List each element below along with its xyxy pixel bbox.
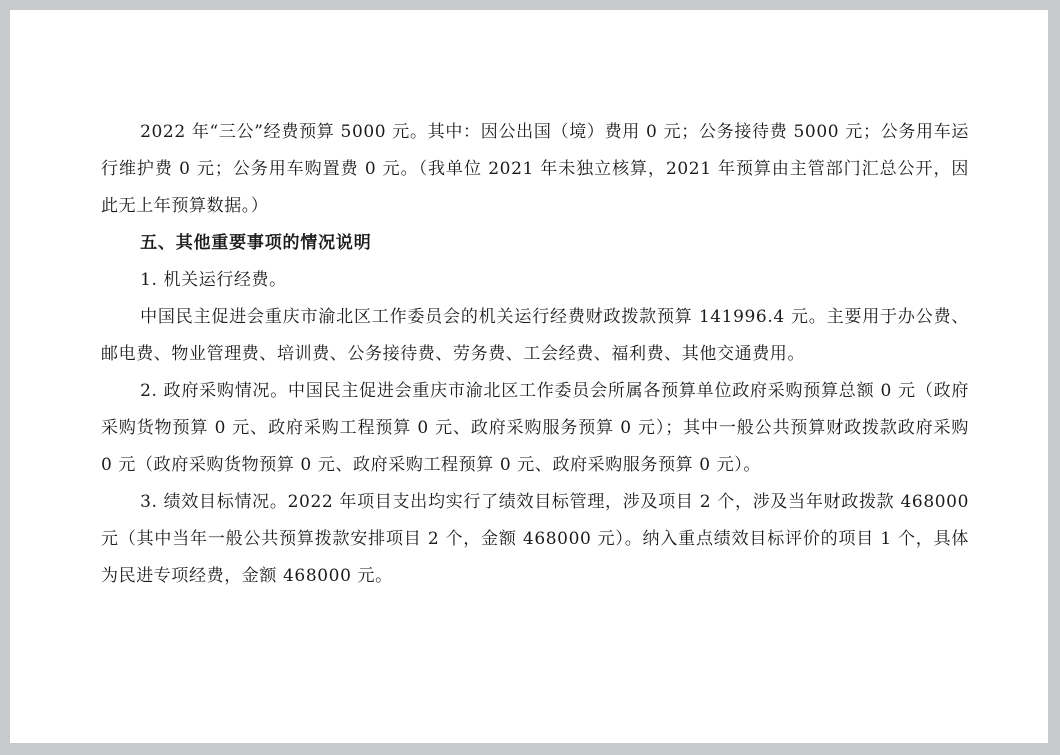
paragraph-operating-funds: 中国民主促进会重庆市渝北区工作委员会的机关运行经费财政拨款预算 141996.4 元。主要用于办公费、邮电费、物业管理费、培训费、公务接待费、劳务费、工会经费、福利费、其他交通费用。 — [101, 307, 969, 364]
document-page — [10, 10, 1048, 743]
paragraph-government-procurement: 2. 政府采购情况。中国民主促进会重庆市渝北区工作委员会所属各预算单位政府采购预算总额 0 元（政府采购货物预算 0 元、政府采购工程预算 0 元、政府采购服务预算 0 元）；其中一般公共预算财政拨款政府采购 0 元（政府采购货物预算 0 元、政府采购工程预算 0 元、政府采购服务预算 0 元）。 — [101, 381, 969, 475]
document-body — [101, 114, 969, 595]
paragraph-three-public-budget: 2022 年“三公”经费预算 5000 元。其中：因公出国（境）费用 0 元；公务接待费 5000 元；公务用车运行维护费 0 元；公务用车购置费 0 元。（我单位 2021 年未独立核算，2021 年预算由主管部门汇总公开，因此无上年预算数据。） — [101, 122, 969, 216]
section-heading-other-matters: 五、其他重要事项的情况说明 — [140, 233, 372, 253]
paragraph-item-1-title: 1. 机关运行经费。 — [140, 270, 287, 290]
paragraph-performance-targets: 3. 绩效目标情况。2022 年项目支出均实行了绩效目标管理，涉及项目 2 个，涉及当年财政拨款 468000 元（其中当年一般公共预算拨款安排项目 2 个，金额 468000 元）。纳入重点绩效目标评价的项目 1 个，具体为民进专项经费，金额 468000 元。 — [101, 492, 969, 586]
